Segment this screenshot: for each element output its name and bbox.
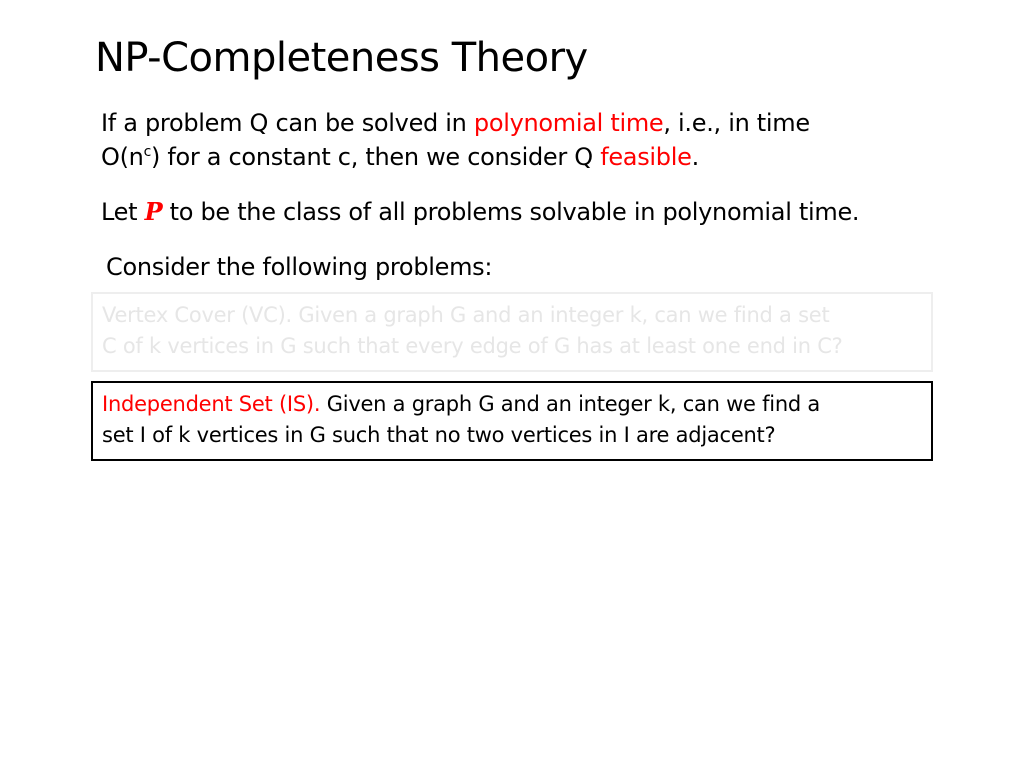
independent-set-line-2: set I of k vertices in G such that no two vertices in I are adjacent? — [102, 423, 776, 447]
consider-paragraph: Consider the following problems: — [106, 253, 493, 281]
slide-title: NP-Completeness Theory — [95, 35, 588, 81]
feasibility-line-1 — [101, 106, 810, 140]
independent-set-title: Independent Set (IS). — [102, 392, 321, 416]
independent-set-line-1 — [102, 389, 922, 420]
vertex-cover-line-2: C of k vertices in G such that every edge of G has at least one end in C? — [102, 334, 843, 358]
vertex-cover-line-1: Vertex Cover (VC). Given a graph G and an integer k, can we find a set — [102, 303, 830, 327]
highlight-feasible: feasible — [600, 143, 692, 171]
text-run: ) for a constant c, then we consider Q — [150, 143, 601, 171]
text-run: , i.e., in time — [663, 109, 810, 137]
class-p-symbol: P — [144, 197, 163, 226]
feasibility-paragraph — [101, 106, 810, 174]
independent-set-box — [91, 381, 933, 461]
feasibility-line-2 — [101, 140, 810, 174]
exponent-c: c — [143, 144, 151, 160]
text-run: Given a graph G and an integer k, can we find a — [320, 392, 821, 416]
class-p-paragraph — [101, 195, 859, 229]
highlight-polynomial-time: polynomial time — [473, 109, 664, 137]
text-run: to be the class of all problems solvable in polynomial time. — [162, 198, 860, 226]
text-run: . — [691, 143, 699, 171]
text-run: If a problem Q can be solved in — [101, 109, 474, 137]
text-run: Let — [101, 198, 145, 226]
vertex-cover-box — [91, 292, 933, 372]
text-run: O(n — [101, 143, 144, 171]
